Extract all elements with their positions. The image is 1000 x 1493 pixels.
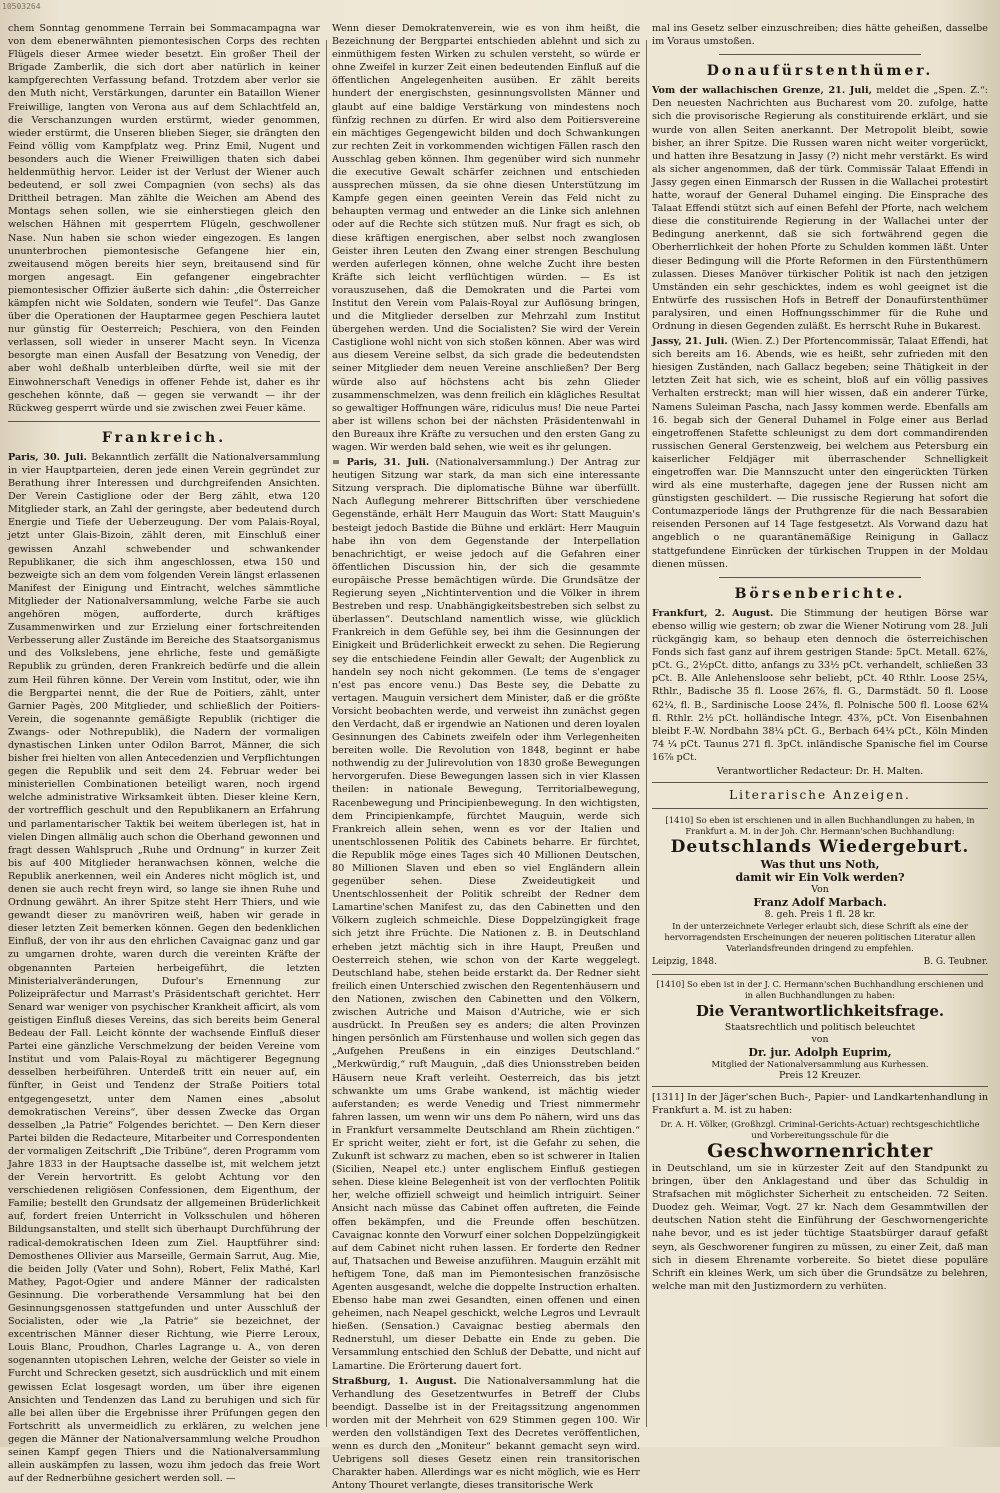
article-body: (Wien. Z.) Der Pfortencommissär, Talaat Effendi, hat sich bereits am 16. Abends, wie es heißt, sehr zufrieden mit den hiesigen Zuständen, nach Gallacz begeben; seine Thätigkeit in der letzten Zeit hat sich, wie es scheint, bloß auf ein völlig passives Verhalten erstreckt; man will hier wissen, daß ein anderer Türke, Namens Suleiman Pascha, nach Jassy kommen werde. Ebenfalls am 16. begab sich der General Duhamel in Folge einer aus Berlad eingetroffenen Stafette schleunigst zu dem dort commandirenden russischen General Gerstenzweig, bei welchem aus Petersburg ein kaiserlicher Feldjäger mit überraschender Schnelligkeit eingetroffen war. Die Mannszucht unter den eingerückten Türken wird als eine musterhafte, dagegen jene der Russen nicht am günstigsten geschildert. — Die russische Regierung hat sofort die Contumazperiode längs der Pruthgrenze für die nach Bessarabien reisenden Personen auf 14 Tage festgesetzt. Als Vorwand dazu hat angeblich o ne quarantänemäßige Reinigung in Gallacz stattgefundene Einrücken der türkischen Truppen in der Moldau dienen müssen.: [652, 336, 988, 570]
paris-assembly-report: [332, 456, 640, 1373]
strassburg-report: [332, 1375, 640, 1493]
divider: [719, 577, 921, 578]
ad-geschwornenrichter: [652, 1086, 988, 1293]
dateline: Straßburg, 1. August.: [332, 1375, 457, 1387]
column-1: [8, 22, 320, 1485]
column-3: [652, 22, 988, 1435]
ad-note: In der unterzeichnete Verleger erlaubt sich, diese Schrift als eine der hervorragendsten Erscheinungen der neueren politischen Literatur allen Vaterlandsfreunden dringend zu empfehlen.: [664, 921, 976, 954]
ad-subtitle: Was thut uns Noth,: [760, 858, 880, 872]
article-body: (Nationalversammlung.) Der Antrag zur heutigen Sitzung war stark, da man sich eine interessante Sitzung versprach. Die diplomatische Bühne war überfüllt. Nach Auflegung mehrerer Bittschriften über verschiedene Gegenstände, erhält Herr Mauguin das Wort: Statt Mauguin's besteigt jedoch Bastide die Bühne und erklärt: Herr Mauguin habe ihn von dem Gegenstande der Interpellation benachrichtigt, er weise jedoch auf die Gefahren einer öffentlichen Discussion hin, der sich die gesammte europäische Presse bemächtigen würde. Die Grundsätze der Regierung seyen „Nichtintervention und die Völker in ihrem Bestreben und resp. Unabhängigkeitsbestreben sich selbst zu überlassen“. Deutschland namentlich wisse, wie glücklich Frankreich in dem Gefühle sey, bei ihm die Gesinnungen der Einigkeit und Brüderlichkeit erweckt zu sehen. Die Regierung sey die entschiedene Feindin aller Gewalt; der Augenblick zu handeln sey noch nicht gekommen. (Le tems de s'engager n'est pas encore venu.) Das Beste sey, die Debatte zu vertagen. Mauguin versichert dem Minister, daß er die größte Vorsicht beobachten werde, und verweist ihn zunächst gegen den Verdacht, daß er irgendwie an Nationen und deren loyalen Gesinnungen des Cabinets zweifeln oder ihm Verlegenheiten bereiten wolle. Die Revolution von 1848, beginnt er habe nothwendig zu der Julirevolution von 1830 große Bewegungen hervorgerufen. Diese Bewegungen lassen sich in vier Klassen theilen: in nationale Bewegung, Territorialbewegung, Racenbewegung und Principienbewegung. In den wichtigsten, dem Principienkampfe, fürchtet Mauguin, werde sich Frankreich allein sehen, wenn es vor der Italien und unentschlossenen Politik des Cabinets beharre. Er fürchtet, die Republik möge eines Tages sich 40 Millionen Deutschen, 80 Millionen Slaven und eben so viel Engländern allein gegenüber sehen. Diese Zweideutigkeit und Unentschlossenheit der Politik schreibt der Redner dem Lamartine'schen Manifest zu, das den Cabinetten und den Völkern zugleich schmeichle. Diese Doppelzüngigkeit frage sich jetzt ihre Früchte. Die Nationen z. B. in Deutschland erheben jetzt mächtig sich in ihre Haupt, Preußen und Oesterreich stehen, wie schon von der Karte weggelegt. Deutschland habe, stehen beide erstarkt da. Der Redner sieht freilich einen Unterschied zwischen den Regentenhäusern und den Nationen, zwischen den Cabinetten und den Völkern, zwischen Autriche und Maison d'Autriche, wie er sich ausdrückt. In Preußen sey es anders; die alten Provinzen hingen persönlich am Fürstenhause und wollen sich gegen das „Aufgehen Preußens in ein einziges Deutschland.“ „Merkwürdig,“ ruft Mauguin, „daß dies Unionsstreben beiden Häusern neue Kraft verleiht. Oesterreich, das bis jetzt schwankte um ums Grabe wankend, ist mächtig wieder auferstanden; es werde Venedig und Triest nimmermehr fahren lassen, um wenn wir uns dem Po nähern, wird uns das in Frankfurt versammelte Deutschland am Rhein züchtigen.“ Er spricht weiter, zieht er fort, ist die Gefahr zu sehen, die Zukunft ist schwarz zu machen, eben so ist schwerer in Italien (Sicilien, Neapel etc.) unter englischem Einfluß gestiegen sehen. Diese kleine Belegenheit ist von der verflochten Politik her, welche offiziell schweigt und heimlich intriguirt. Seiner Ansicht nach müsse das Cabinet offen auftreten, die Feinde offen bekämpfen, und die Freunde offen beschützen. Cavaignac konnte den Vorwurf einer solchen Doppelzüngigkeit auf dem Cabinet nicht ruhen lassen. Er forderte den Redner auf, Thatsachen und Beweise anzuführen. Mauguin erzählt mit heftigem Tone, daß man im Piemontesischen französische Agenten ausgesandt, welche die doppelte Instruction erhalten. Ebenso habe man zwei Gesandten, einen offenen und einen geheimen, nach Neapel geschickt, welche Legros und Levrault hießen. (Sensation.) Cavaignac bestieg abermals den Rednerstuhl, um dieser Debatte ein Ende zu geben. Die Versammlung entschied den Schluß der Debatte, und nicht auf Lamartine. Die Erörterung dauert fort.: [332, 457, 640, 1372]
dateline: Jassy, 21. Juli.: [652, 336, 728, 348]
editor-line: Verantwortlicher Redacteur: Dr. H. Malten.: [716, 765, 924, 777]
ad-intro: [1410] So eben ist erschienen und in allen Buchhandlungen zu haben, in Frankfurt a. M. in der Joh. Chr. Hermann'schen Buchhandlung:: [665, 815, 975, 837]
paris-report: [8, 451, 320, 1485]
section-heading-donau: Donaufürstenthümer.: [706, 63, 934, 80]
section-heading-literarische: Literarische Anzeigen.: [729, 787, 911, 802]
ad-von: Von: [811, 884, 829, 896]
dateline: Paris, 30. Juli.: [8, 451, 87, 463]
dateline: Frankfurt, 2. August.: [652, 607, 774, 619]
stock-report: [652, 607, 988, 764]
article-body: Die Nationalversammlung hat die Verhandlung des Gesetzentwurfes in Betreff der Clubs beendigt. Dasselbe ist in der Freitagssitzung angenommen worden mit der Mehrheit von 629 Stimmen gegen 100. Wir werden den vollständigen Text des Decretes veröffentlichen, wenn es durch den „Moniteur“ bekannt gemacht seyn wird. Uebrigens soll dieses Gesetz einen rein transitorischen Charakter haben. Allerdings war es nicht möglich, wie es Herr Antony Thouret verlangte, dieses transitorische Werk: [332, 1375, 640, 1492]
section-heading-frankreich: Frankreich.: [101, 429, 227, 446]
divider: [719, 54, 921, 55]
article-body: Bekanntlich zerfällt die Nationalversammlung in vier Hauptparteien, deren jede einen Verein gegründet zur Berathung ihrer Interessen und durchgreifenden Ansichten. Der Verein Castiglione oder der Berg zählt, etwa 120 Mitglieder stark, an Zahl der geringste, aber bedeutend durch Energie und Tiefe der Ueberzeugung. Der vom Palais-Royal, jetzt unter Glais-Bizoin, zählt deren, mit Einschluß einer gewissen Anzahl schwebender und schwankender Republikaner, die sich ihm angeschlossen, etwa 150 und bezweigte sich an dem vom folgenden Verein längst erlassenen Manifest der Einigung und Eintracht, welches sämmtliche Mitglieder der Nationalversammlung, welche Farbe sie auch angehören mögen, aufforderte, durch kräftiges Zusammenwirken und zur Erzielung einer fortschreitenden Verbesserung aller Zustände im Bereiche des Staatsorganismus und des Volkslebens, jene ehrliche, feste und gemäßigte Republik zu gründen, deren Frankreich bedürfe und die allein zum Heil führen könne. Der Verein vom Institut, oder, wie ihn die Bergpartei nennt, die der Rue de Poitiers, zählt, unter Garnier Pagès, 200 Mitglieder, und schließlich der Poitiers-Verein, die sogenannte gemäßigte Republik (richtiger die Zwangs- oder Nothrepublik), die Nadern der vormaligen dynastischen Linken unter Odilon Barrot, Männer, die sich bisher frei hielten von allen Antecedenzien und Verpflichtungen gegen die Republik und seit dem 24. Februar weder bei ministeriellen Combinationen beteiligt waren, noch irgend welche administrative Wirksamkeit übten. Dieser kleine Kern, der vortrefflich geschult und den Republikanern an Erfahrung und parlamentarischer Taktik bei weitem überlegen ist, hat in vielen Dingen allmälig auch schon die Oberhand gewonnen und fragt dessen Wahlspruch „Ruhe und Ordnung“ in kurzer Zeit bis auf 400 Mitglieder heranwachsen können, welche die Republik anerkennen, weil ein Anderes nicht möglich ist, und denen sie auch recht freyn wird, so lange sie ihnen Ruhe und Ordnung gewährt. An ihrer Spitze steht Herr Thiers, und wie gewandt dieser zu manövriren weiß, haben wir gerade in dieser letzten Zeit bemerken können. Gegen den bedenklichen Einfluß, der von ihr aus den ehrlichen Cavaignac ganz und gar zu umgarnen drohte, waren durch die vereinten Kräfte der obgenannten Parteien herbeigeführt, die letzten Ministerialveränderungen, Dufour's Ernennung zur Polizeipräfectur und Marrast's Präsidentschaft gerichtet. Herr Senard war weniger von psychischer Krankheit afficirt, als vom geistigen Einfluß dieses Vereins, das sich bereits beim General Bedeau der Fall. Leicht könnte der wachsende Einfluß dieser Partei eine gänzliche Verschmelzung der beiden Vereine vom Institut und vom Palais-Royal zu mächtigerer Begegnung desselben herbeiführen. Unterdeß tritt ein neuer auf, ein fünfter, in Geist und Tendenz der Straße Poitiers total entgegengesetzt, unter dem Namen eines „absolut demokratischen Vereins“, über dessen Zwecke das Organ desselben „la Patrie“ Folgendes berichtet. — Den Kern dieser Partei bilden die Redacteure, Mitarbeiter und Correspondenten der vormaligen Zeitschrift „Die Tribüne“, deren Programm vom Jahre 1833 in der Hauptsache dasselbe ist, mit welchem jetzt der Verein hervortritt. Es gelobt Achtung vor den verschiedenen religiösen Confessionen, dem Eigenthum, der Familie; bestellt den Grundsatz der allgemeinen Brüderlichkeit auf, fordert freien Unterricht in Volksschulen und höheren Bildungsanstalten, und stellt sich überhaupt Durchführung der radical-demokratischen Ideen zum Ziel. Hauptführer sind: Demosthenes Ollivier aus Marseille, Germain Sarrut, Aug. Mie, die beiden Jolly (Vater und Sohn), Robert, Felix Mathé, Karl Mathey, Pagot-Ogier und andere Männer der radicalsten Gesinnung. Die vorberathende Versammlung hat bei den Gesinnungsgenossen stattgefunden und unter Ausschluß der Socialisten, oder wie „la Patrie“ sie bezeichnet, der excentrischen Männer dieser Richtung, wie Pierre Leroux, Louis Blanc, Proudhon, Charles Lagrange u. A., von deren sogenannten utopischen Lehren, welche der Geister so viele in Furcht und Schrecken gesetzt, sich ausdrücklich und mit einem gewissen Eclat losgesagt worden, um über ihre eigenen Ansichten und Tendenzen das Land zu beruhigen und sich für alle bei allen über die Ergebnisse ihrer Prüfungen gegen den Fortschritt als unvermeidlich zu erklären, zu welchen jene gegen die Männer der Nationalversammlung welche Proudhon seinen Kampf gegen Thiers und die Nationalversammlung allein auskämpfen zu lassen, wozu ihm jedoch das freie Wort auf der Rednerbühne gesichert werden soll. —: [8, 451, 320, 1485]
ad-intro: [1410] So eben ist in der J. C. Hermann'schen Buchhandlung erschienen und in allen Buchhandlungen zu haben:: [656, 978, 984, 1000]
ad-von: von: [811, 1033, 829, 1045]
ad-intro: [1311] In der Jäger'schen Buch-, Papier- und Landkartenhandlung in Frankfurt a. M. ist zu haben:: [652, 1091, 988, 1116]
ad-publisher: B. G. Teubner.: [923, 957, 988, 968]
dateline: = Paris, 31. Juli.: [332, 457, 430, 469]
ad-subtitle: Staatsrechtlich und politisch beleuchtet: [724, 1021, 916, 1033]
divider: [652, 808, 988, 809]
article-body: Die Stimmung der heutigen Börse war ebenso willig wie gestern; ob zwar die Wiener Notirung vom 28. Juli rückgängig kam, so behaup eten dennoch die österreichischen Fonds sich fast ganz auf ihrem gestrigen Stande: 5pCt. Metall. 62⅞, pCt. G., 2½pCt. ditto, anfangs zu 33½ pCt. verhandelt, schließen 33 pCt. B. Alle Anlehensloose sehr beliebt, pCt. 40 Rthlr. Loose 25¼, Rthlr., Badische 35 fl. Loose 26⅞, fl. G., Darmstädt. 50 fl. Loose 62¼, fl. B., Sardinische Loose 24⅞, fl. Polnische 500 fl. Loose 62¼ fl. Rthlr. 2½ pCt. holländische Integr. 43⅞, pCt. Von Eisenbahnen bleibt F.-W. Nordbahn 38¼ pCt. G., Berbach 64¼ pCt., Köln Minden 74 ¼ pCt. Taunus 271 fl. 3pCt. inländische Spanische fiel im Course 16⅞ pCt.: [652, 607, 988, 763]
ad-author-note: Mitglied der Nationalversammlung aus Kurhessen.: [711, 1058, 929, 1069]
column-rule: [646, 40, 647, 1427]
column-rule: [326, 40, 327, 1427]
literary-ads: [652, 782, 988, 970]
dateline: Vom der wallachischen Grenze, 21. Juli,: [652, 85, 872, 97]
ad-author: Franz Adolf Marbach.: [753, 896, 887, 910]
democrat-club-article: Wenn dieser Demokratenverein, wie es von ihm heißt, die Bezeichnung der Bergpartei entschieden ablehnt und sich zu einmüthigem festen Wirken zu schulen versteht, so würde er ohne Zweifel in kurzer Zeit einen bedeutenden Einfluß auf die öffentlichen Angelegenheiten ausüben. Er zählt bereits hundert der energischsten, gesinnungsvollsten Männer und glaubt auf eine baldige Verstärkung von mindestens noch fünfzig rechnen zu dürfen. Er wird also dem Poitiersvereine ein mächtiges Gegengewicht bilden und doch Schwankungen zur rechten Zeit in vorkommenden wichtigen Fällen rasch den Ausschlag geben können. Ihm gegenüber wird sich nunmehr die executive Gewalt schärfer zeichnen und entschieden aussprechen müssen, da sie ohne diesen Unterstützung im Kampfe gegen einen geeinten Verein das Feld nicht zu behaupten vermag und entweder an die Linke sich anlehnen oder auf die Rechte sich stützen muß. Nur fragt es sich, ob diese kräftigen energischen, aber selbst noch zwanglosen Geister ihren Leuten den Zwang einer strengen Beschulung werden auferlegen können, ohne welche Zucht ihre besten Kräfte sich leicht verflüchtigen würden. — Es ist vorauszusehen, daß die Demokraten und die Partei vom Institut den Verein vom Palais-Royal zur Auflösung bringen, und die Mitglieder derselben zur Mehrzahl zum Institut übergehen werden. Und die Socialisten? Sie wird der Verein Castiglione wohl nicht von sich stoßen können. Aber was wird aus diesem Vereine selbst, da sich grade die bedeutendsten seiner Mitglieder dem neuen Vereine anschließen? Der Berg würde also auf höchstens acht bis zehn Glieder zusammenschmelzen, was denn freilich ein klägliches Resultat so gewaltiger Hoffnungen wäre, ridiculus mus! Die neue Partei aber ist willens schon bei der nächsten Präsidentenwahl in den Bureaux ihre Kräfte zu versuchen und den ersten Gang zu wagen. Wir werden bald sehen, wie weit es ihr gelungen.: [332, 23, 640, 453]
ad-author: Dr. jur. Adolph Euprim,: [748, 1045, 892, 1059]
divider: [8, 421, 320, 422]
italy-report: chem Sonntag genommene Terrain bei Sommacampagna war von dem ebenerwähnten piemontesischen Corps des rechten Flügels dieser Armee wieder besetzt. Ein großer Theil der Brigade Zamberlik, die sich dort aber natürlich in keiner kampfgerechten Verfassung befand. Trotzdem aber verlor sie den Muth nicht, Verstärkungen, darunter ein Bataillon Wiener Freiwillige, langten von Verona aus auf dem Schlachtfeld an, die Verschanzungen wurden erstürmt, wieder genommen, wieder erstürmt, die Unseren blieben Sieger, sie drängten den Feind völlig vom Kampfplatz weg. Prinz Emil, Nugent und besonders auch die Wiener Freiwilligen thaten sich dabei heldenmüthig hervor. Leider ist der Verlust der Wiener auch bedeutend, er soll zwei Compagnien (von sechs) als das Drittheil betragen. Man zählte die Weichen am Abend des Montags sehen sollen, wie sie einherstiegen gleich den welschen Hähnen mit gesperrtem Flügeln, geschwollener Nase. Nun haben sie schon wieder eingezogen. Es langen ununterbrochen piemontesische Gefangene hier ein, zweitausend mögen bereits hier seyn, breitausend sind für morgen angesagt. Ein gefangener eingebrachter piemontesischer Offizier äußerte sich dahin: „die Österreicher kämpfen nicht wie Soldaten, sondern wie Teufel“. Das Ganze über die Operationen der Hauptarmee gegen Peschiera lautet nur günstig für Oesterreich; Peschiera, von den Feinden verlassen, soll wieder in unserer Macht seyn. In Vicenza besorgte man einen Ausfall der Besatzung von Venedig, der aber wohl deßhalb unterbleiben dürfte, weil sie mit der Einwohnerschaft Venedigs in offener Fehde ist, daher es ihr geschehen könnte, daß — gegen sie verwandt — ihr der Rückweg gesperrt würde und sie zwischen zwei Feuer käme.: [8, 23, 320, 414]
ad-title: Deutschlands Wiedergeburt.: [670, 837, 970, 858]
column-2: [332, 22, 640, 1492]
ad-price: 8. geh. Preis 1 fl. 28 kr.: [764, 909, 876, 921]
wallachia-report: [652, 84, 988, 333]
ad-footer: [652, 956, 988, 969]
section-heading-boerse: Börsenberichte.: [734, 585, 906, 602]
ad-place: Leipzig, 1848.: [652, 957, 717, 968]
scan-id: 10503264: [2, 2, 41, 11]
jassy-report: [652, 335, 988, 571]
ad-body: in Deutschland, um sie in kürzester Zeit auf den Standpunkt zu bringen, über den Anklagestand und über das Schuldig in Strafsachen mit möglichster Sicherheit zu entscheiden. 72 Seiten. Duodez geh. Weimar, Vogt. 27 kr. Nach dem Gesammtwillen der deutschen Nation steht die Einführung der Geschwornengerichte nahe bevor, und es ist jeder tüchtige Staatsbürger darauf gefaßt seyn, als Geschworener fungiren zu müssen, zu einer Zeit, daß man sich in diesem Ehrenamte vorbereite. So bietet diese populäre Schrift ein kleines Werk, um sich über die Grundsätze zu belehren, welche man mit den Justizmordern zu verhüten.: [652, 1163, 988, 1292]
continued-text: mal ins Gesetz selber einzuschreiben; dies hätte geheißen, dasselbe im Voraus umstoßen.: [652, 23, 988, 48]
ad-verantwortlichkeit: [652, 974, 988, 1082]
ad-title: Die Verantwortlichkeitsfrage.: [695, 1001, 945, 1020]
ad-subtitle: damit wir Ein Volk werden?: [735, 871, 905, 885]
ad-title: Geschwornenrichter: [707, 1139, 933, 1162]
ad-price: Preis 12 Kreuzer.: [778, 1069, 862, 1081]
article-body: meldet die „Spen. Z.“: Den neuesten Nachrichten aus Bucharest vom 20. zufolge, hatte sich die provisorische Regierung als constituirende erklärt, und sie wurde von allen Seiten anerkannt. Der Metropolit bleibt, sowie bisher, an ihrer Spitze. Die Russen waren nicht weiter vorgerückt, und hatten ihre Besatzung in Jassy (?) nicht mehr verstärkt. Es wird als sicher angenommen, daß der türk. Commissär Talaat Effendi in Jassy gegen einen Einmarsch der Russen in die Wallachei protestirt hatte, worauf der General Duhamel einging. Die Einsprache des Talaat Effendi stützt sich auf einen Befehl der Pforte, nach welchem diese die constituirende Regierung in der Wallachei unter der Bedingung anerkennt, daß sie sich fortwährend gegen die Oberherrlichkeit der hohen Pforte zu Schulden kommen läßt. Unter dieser Bedingung will die Pforte Reformen in den Fürstenthümern zulassen. Dieses Manöver türkischer Politik ist nach den jetzigen Umständen ein sehr geschicktes, indem es wohl geeignet ist die Entwürfe des russischen Hofs in Betreff der Donaufürstenthümer paralysiren, und einen Hoffnungsschimmer für die Ruhe und Ordnung in diesen Gegenden zuläßt. Es herrscht Ruhe in Bukarest.: [652, 85, 988, 332]
ad-author: Dr. A. H. Völker, (Großhzgl. Criminal-Gerichts-Actuar) rechtsgeschichtliche und Vorbereitungsschule für die: [660, 1118, 980, 1140]
